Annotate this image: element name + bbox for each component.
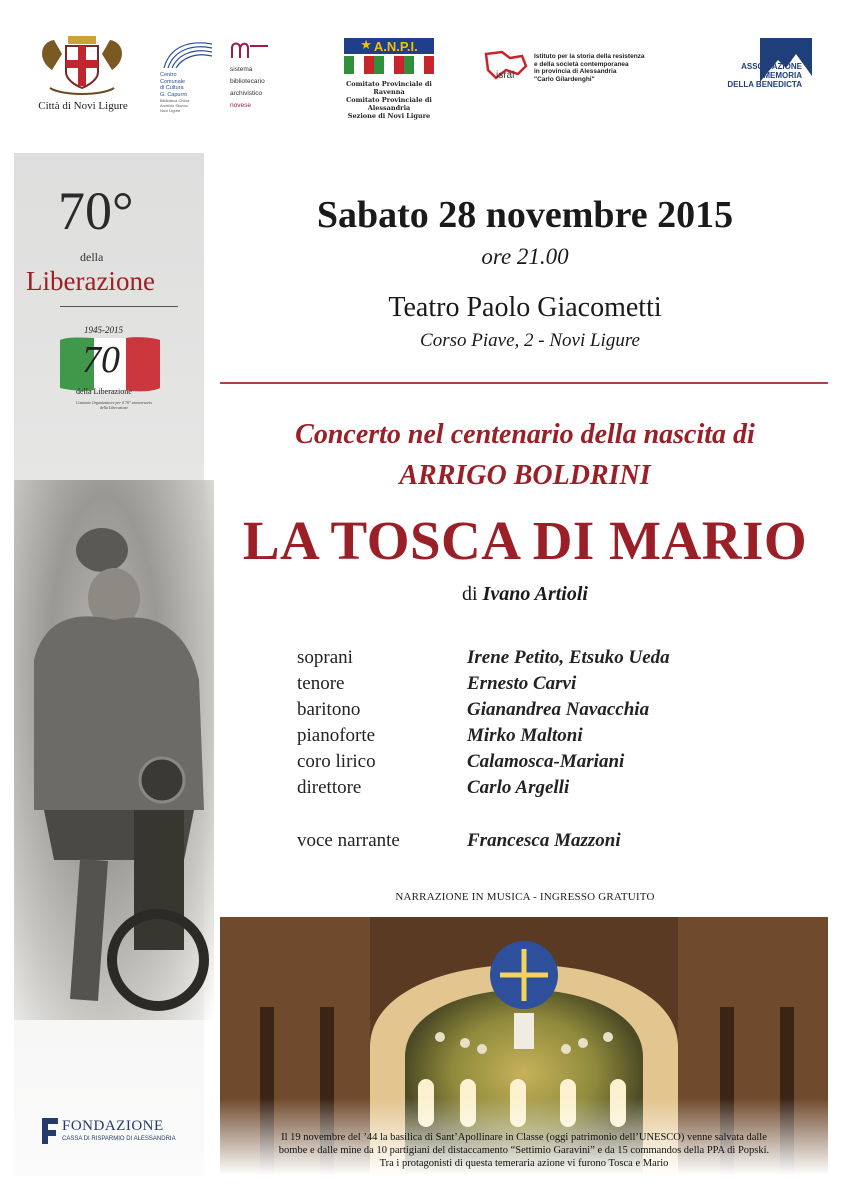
isral-lines: [534, 53, 674, 83]
cast-row: [297, 647, 777, 673]
cast-name: Ernesto Carvi: [467, 673, 577, 694]
banner-della: della: [80, 250, 104, 264]
anpi-flag-stripes: [344, 56, 434, 74]
sistema-line: archivistico: [230, 90, 263, 97]
byline-author: Ivano Artioli: [482, 583, 588, 605]
event-date: Sabato 28 novembre 2015: [316, 194, 734, 236]
cast-role: tenore: [297, 673, 345, 694]
banner-70: 70°: [58, 181, 134, 241]
novi-caption: Città di Novi Ligure: [38, 100, 128, 112]
sistema-line: bibliotecario: [230, 78, 265, 85]
centro-line: di Cultura: [160, 85, 184, 91]
centro-line: Centro: [160, 72, 177, 78]
sba-mark-icon: [230, 40, 270, 60]
event-venue: Teatro Paolo Giacometti: [388, 292, 662, 323]
anpi-line: Sezione di Novi Ligure: [347, 112, 431, 120]
cast-name: Calamosca-Mariani: [467, 751, 625, 772]
concert-honoree: ARRIGO BOLDRINI: [399, 460, 651, 491]
caption-line: Il 19 novembre del ’44 la basilica di Sant’Apollinare in Classe (oggi patrimonio dell’UNESCO) venne salvata dalle: [281, 1132, 767, 1143]
centro-line: Biblioteca Civica: [160, 98, 190, 103]
centro-line: Comunale: [160, 78, 186, 85]
fondazione-title: FONDAZIONE: [62, 1118, 164, 1134]
novi-crest-icon: [32, 30, 132, 100]
banner-divider: [60, 306, 178, 307]
associazione-text: [692, 62, 802, 89]
cast-name: Carlo Argelli: [467, 777, 570, 798]
cast-row: [297, 699, 777, 725]
caption-line: bombe e dalle mine da 10 partigiani del distaccamento “Settimio Garavini” e da 15 commandos della PPA di Popski.: [278, 1145, 770, 1156]
cast-role: soprani: [297, 647, 353, 668]
anpi-line: Comitato Provinciale di Ravenna: [346, 80, 432, 96]
isral-line: e della società contemporanea: [534, 60, 629, 68]
byline: [240, 583, 810, 606]
anpi-line: Comitato Provinciale di Alessandria: [346, 96, 432, 112]
centro-line: Novi Ligure: [160, 108, 181, 113]
event-title: LA TOSCA DI MARIO: [242, 510, 808, 571]
cast-row: [297, 777, 777, 803]
event-time: ore 21.00: [481, 244, 569, 269]
arc-lines-icon: [160, 38, 220, 68]
centro-line: Archivio Storico: [160, 103, 188, 108]
isral-line: Istituto per la storia della resistenza: [534, 53, 645, 60]
centro-line: G. Capurro: [160, 91, 188, 98]
assoc-line: DELLA BENEDICTA: [727, 80, 802, 89]
event-address: Corso Piave, 2 - Novi Ligure: [420, 330, 640, 351]
section-divider: [220, 382, 828, 384]
cast-name: Gianandrea Navacchia: [467, 699, 650, 720]
isral-logo: [482, 48, 532, 88]
flag-caption: Comitato Organizzatore per il 70° anniversario della Liberazione: [75, 400, 153, 410]
partisans-motorcycle-photo: [14, 480, 214, 1020]
sistema-line: novese: [230, 102, 251, 109]
isral-name: isral: [496, 70, 515, 81]
byline-prefix: di: [462, 583, 478, 605]
cast-row: [297, 725, 777, 751]
fondazione-subtitle: CASSA DI RISPARMIO DI ALESSANDRIA: [62, 1136, 176, 1142]
cast-role: coro lirico: [297, 751, 376, 772]
banner-liberazione: Liberazione: [26, 266, 155, 296]
basilica-caption: [222, 1131, 826, 1170]
sistema-bibliotecario-logo: [230, 40, 300, 110]
fondazione-mark-icon: [40, 1116, 60, 1146]
anpi-title: A.N.P.I.: [373, 38, 418, 54]
flag-70: 70: [82, 339, 120, 381]
assoc-line: ASSOCIAZIONE: [741, 62, 802, 71]
assoc-line: MEMORIA: [763, 71, 802, 80]
cast-row: [297, 673, 777, 699]
flag-years: 1945-2015: [84, 325, 123, 335]
cast-row: [297, 751, 777, 777]
concert-subtitle: Concerto nel centenario della nascita di: [295, 419, 755, 450]
cast-role: pianoforte: [297, 725, 376, 746]
anpi-lines: [334, 80, 444, 120]
centro-comunale-logo: [160, 38, 220, 113]
cast-name: Mirko Maltoni: [467, 725, 583, 746]
isral-line: in provincia di Alessandria: [534, 68, 617, 75]
isral-line: "Carlo Gilardenghi": [534, 75, 595, 83]
cast-name: Irene Petito, Etsuko Ueda: [467, 647, 670, 668]
cast-name: Francesca Mazzoni: [467, 830, 621, 851]
sistema-line: sistema: [230, 66, 253, 73]
motorcycle-riders-icon: [14, 480, 214, 1020]
cast-row: [297, 830, 777, 856]
cast-role: baritono: [297, 699, 361, 720]
flag-della-liberazione: della Liberazione: [76, 387, 132, 396]
caption-line: Tra i protagonisti di questa temeraria azione vi furono Tosca e Mario: [379, 1158, 669, 1169]
logo-novi-ligure: [32, 30, 132, 100]
anpi-logo: [344, 38, 434, 78]
star-icon: ★: [360, 38, 372, 53]
admission-note: NARRAZIONE IN MUSICA - INGRESSO GRATUITO: [395, 891, 655, 903]
cast-role: direttore: [297, 777, 362, 798]
cast-role: voce narrante: [297, 830, 400, 851]
